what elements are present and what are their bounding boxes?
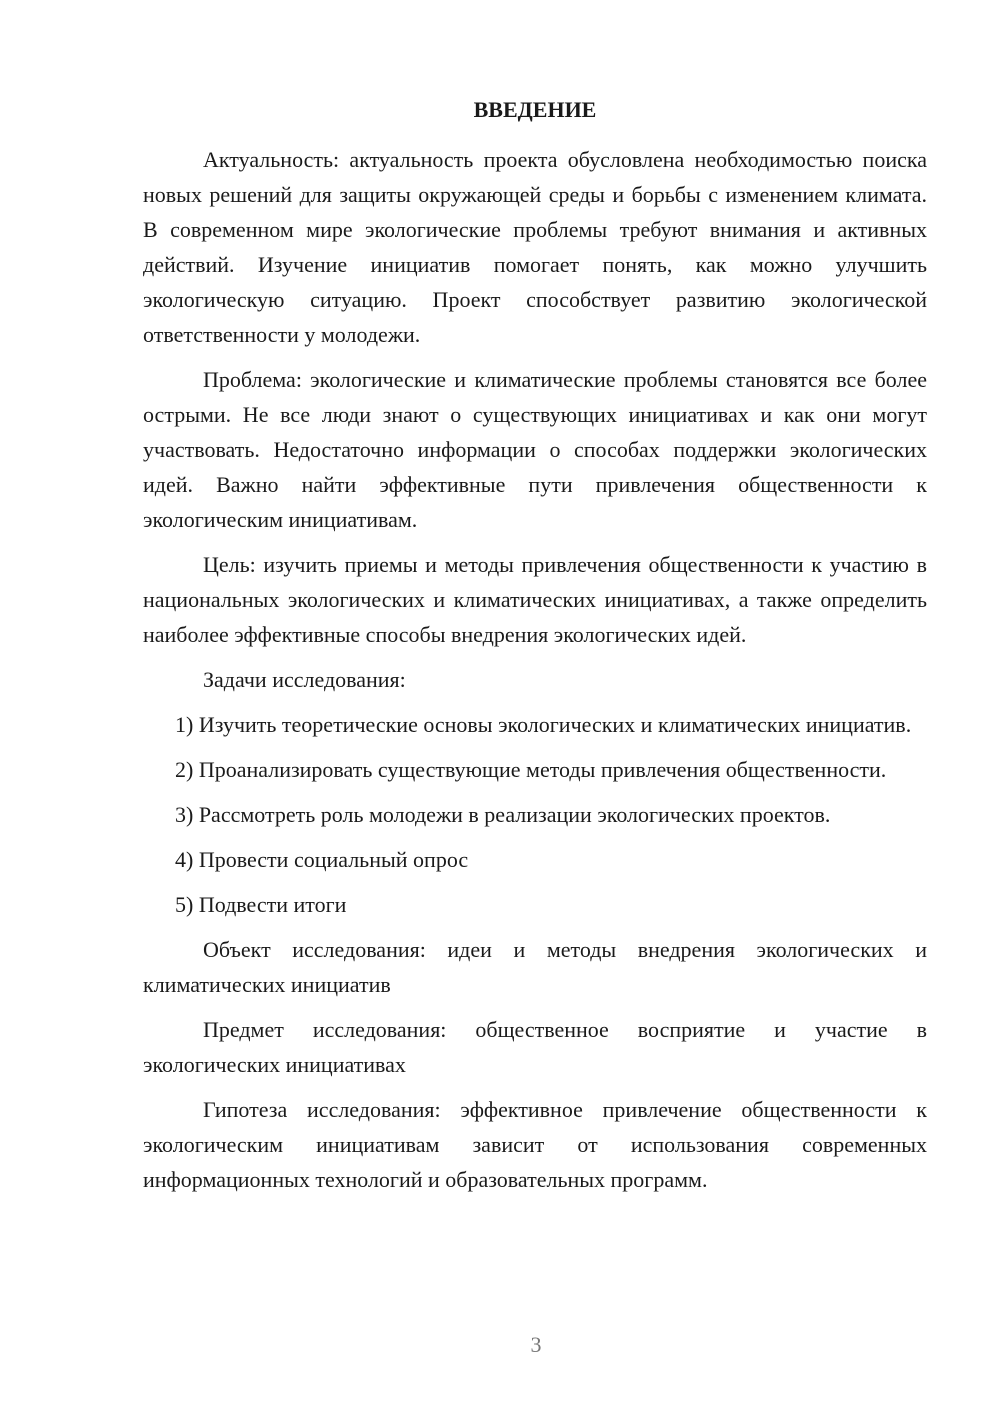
task-item-4: 4) Провести социальный опрос <box>175 847 469 872</box>
task-item-2: 2) Проанализировать существующие методы привлечения общественности. <box>175 757 887 782</box>
page-number: 3 <box>530 1332 542 1357</box>
task-item-5: 5) Подвести итоги <box>175 892 347 917</box>
document-page <box>143 95 927 1207</box>
task-item-1: 1) Изучить теоретические основы экологических и климатических инициатив. <box>175 712 912 737</box>
problem-paragraph: Проблема: экологические и климатические проблемы становятся все более острыми. Не все люди знают о существующих инициативах и как они могут участвовать. Недостаточно информации о способах поддержки экологических идей. Важно найти эффективные пути привлечения общественности к экологическим инициативам. <box>143 367 927 532</box>
relevance-paragraph: Актуальность: актуальность проекта обусловлена необходимостью поиска новых решений для защиты окружающей среды и борьбы с изменением климата. В современном мире экологические проблемы требуют внимания и активных действий. Изучение инициатив помогает понять, как можно улучшить экологическую ситуацию. Проект способствует развитию экологической ответственности у молодежи. <box>143 147 927 347</box>
section-heading: ВВЕДЕНИЕ <box>473 97 597 122</box>
tasks-title: Задачи исследования: <box>203 667 406 692</box>
goal-paragraph: Цель: изучить приемы и методы привлечения общественности к участию в национальных экологических и климатических инициативах, а также определить наиболее эффективные способы внедрения экологических идей. <box>143 552 927 647</box>
subject-paragraph: Предмет исследования: общественное восприятие и участие в экологических инициативах <box>143 1017 927 1077</box>
task-item-3: 3) Рассмотреть роль молодежи в реализации экологических проектов. <box>175 802 831 827</box>
object-paragraph: Объект исследования: идеи и методы внедрения экологических и климатических инициатив <box>143 937 927 997</box>
hypothesis-paragraph: Гипотеза исследования: эффективное привлечение общественности к экологическим инициативам зависит от использования современных информационных технологий и образовательных программ. <box>143 1097 927 1192</box>
